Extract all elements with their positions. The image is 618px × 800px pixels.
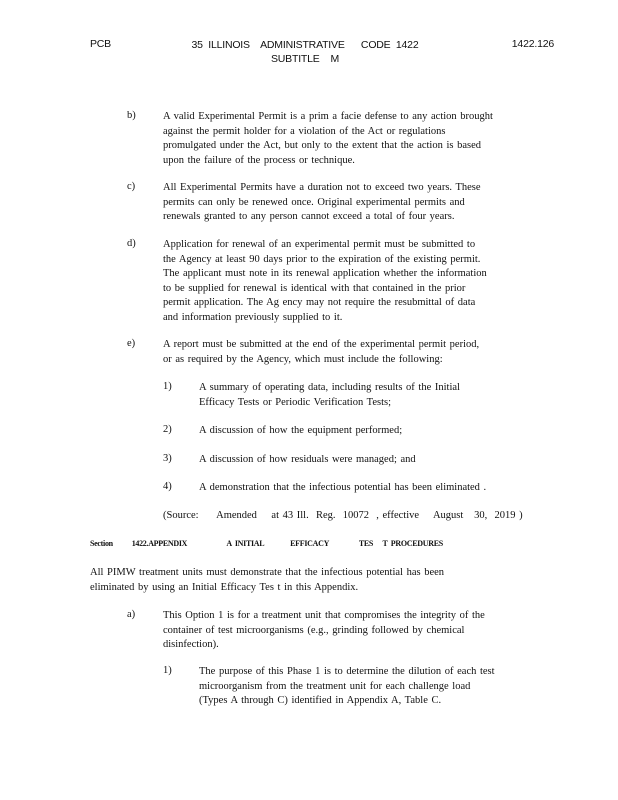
appendix-item-a1-text: The purpose of this Phase 1 is to determine the dilution of each test microorganism from the treatment unit for each challenge load (Types A through C) identified in Appendix A, Table C. [199, 666, 495, 706]
header-agency: PCB [90, 38, 111, 50]
section-heading [90, 539, 443, 548]
appendix-intro: All PIMW treatment units must demonstrate that the infectious potential has been eliminated by using an Initial Efficacy Tes t in this Appendix. [90, 567, 445, 593]
header-section-number: 1422.126 [511, 38, 554, 50]
item-d-text: Application for renewal of an experimental permit must be submitted to the Agency at least 90 days prior to the expiration of the existing permit. The applicant must note in its renewal application whether the information to be supplied for renewal is identical with that contained in the prior permit application. The Ag ency may not require the resubmittal of data and information previously supplied to it. [163, 239, 487, 323]
section-number: 1422.APPENDIX [131, 539, 188, 548]
appendix-item-a-text: This Option 1 is for a treatment unit that compromises the integrity of the container of test microorganisms (e.g., grinding followed by chemical disinfection). [163, 610, 485, 650]
section-word: Section [90, 539, 113, 548]
item-e-label: e) [127, 338, 136, 349]
item-e3-label: 3) [163, 453, 172, 464]
item-b-text: A valid Experimental Permit is a prim a facie defense to any action brought against the permit holder for a violation of the Act or regulations promulgated under the Act, but only to the extent that the action is based upon the failure of the process or technique. [163, 111, 493, 166]
section-t-procedures: T PROCEDURES [382, 539, 443, 548]
header-title-line1: 35 ILLINOIS ADMINISTRATIVE CODE 1422 [191, 39, 419, 51]
header-title-line2: SUBTITLE M [271, 53, 339, 65]
item-c-text: All Experimental Permits have a duration not to exceed two years. These permits can only be renewed once. Original experimental permits and renewals granted to any person cannot exceed a total of four years. [163, 182, 481, 222]
source-note: (Source: Amended at 43 Ill. Reg. 10072 , effective August 30, 2019 ) [163, 510, 523, 521]
item-e3-text: A discussion of how residuals were managed; and [199, 454, 416, 465]
appendix-item-a-label: a) [127, 609, 136, 620]
item-e-text: A report must be submitted at the end of the experimental permit period, or as required by the Agency, which must include the following: [163, 339, 480, 365]
item-e1-text: A summary of operating data, including results of the Initial Efficacy Tests or Periodic Verification Tests; [199, 382, 460, 408]
item-c-label: c) [127, 181, 136, 192]
item-d-label: d) [127, 238, 136, 249]
appendix-item-a1-label: 1) [163, 665, 172, 676]
section-efficacy: EFFICACY [290, 539, 330, 548]
item-b-label: b) [127, 110, 136, 121]
item-e1-label: 1) [163, 381, 172, 392]
header-title [150, 38, 460, 66]
item-e4-label: 4) [163, 481, 172, 492]
section-tes: TES [358, 539, 374, 548]
item-e4-text: A demonstration that the infectious potential has been eliminated . [199, 482, 487, 493]
item-e2-text: A discussion of how the equipment performed; [199, 425, 403, 436]
section-letter: A INITIAL [226, 539, 265, 548]
item-e2-label: 2) [163, 424, 172, 435]
